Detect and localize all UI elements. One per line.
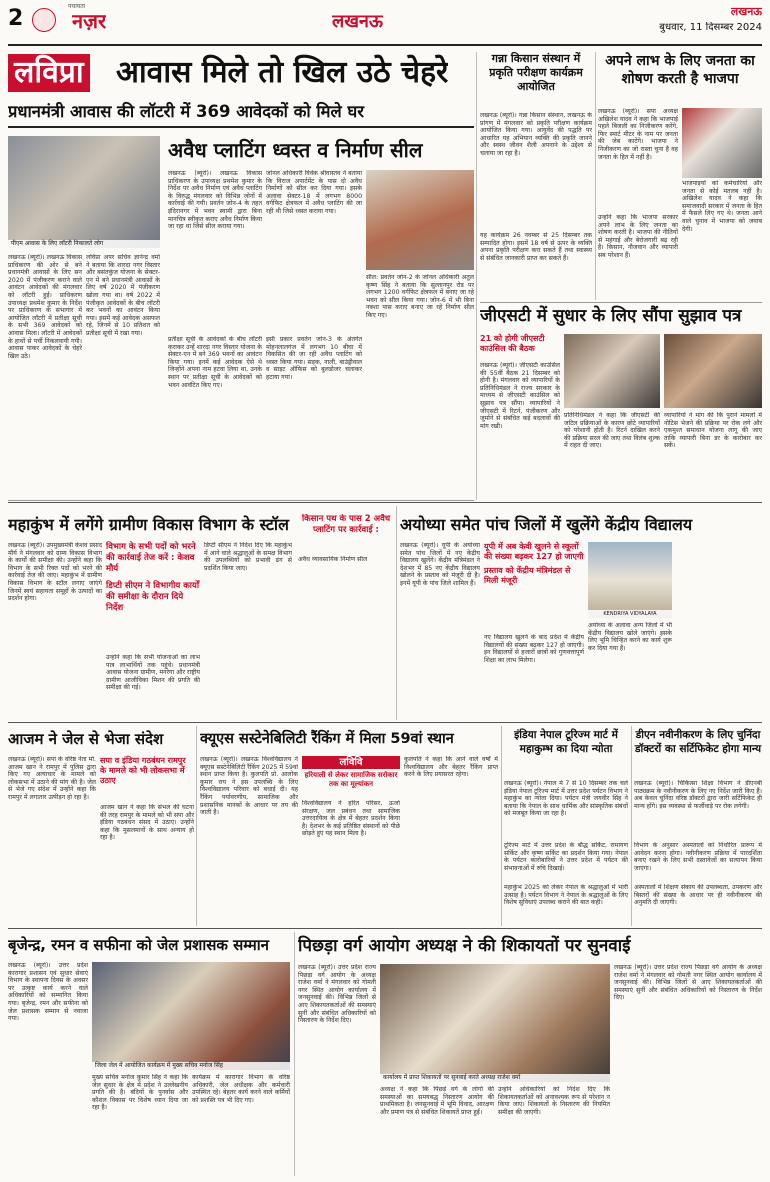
plotting-body-1: लखनऊ (ब्यूरो)। लखनऊ विकास प्राधिकरण के उपाध्यक्ष प्रथमेश कुमार के निर्देश पर अवैध निर्माण एवं अवैध प्लाटिंग के विरुद्ध मंगलवार को विभिन्न जोनों में कार्रवाई की गयी। प्रवर्तन जोन-4 के तहत इंदिरानगर में भवन स्वामी द्वारा बिना मानचित्र स्वीकृत कराए अवैध निर्माण किया जा रहा था जिसे सील कराया गया। — [168, 170, 262, 231]
obc-body-1: लखनऊ (ब्यूरो)। उत्तर प्रदेश राज्य पिछड़ा वर्ग आयोग के अध्यक्ष राजेश वर्मा ने मंगलवार को गोमती नगर स्थित आयोग कार्यालय में जनसुनवाई की। विभिन्न जिलों से आए शिकायतकर्ताओं की समस्याएं सुनीं और संबंधित अधिकारियों को निस्तारण के निर्देश दिए। — [298, 964, 376, 1025]
plotting-body-4: सील: प्रवर्तन जोन-2 के जोनल अधिकारी अतुल कृष्ण सिंह ने बताया कि सुल्तानपुर रोड पर लगभग 1200 वर्गफिट क्षेत्रफल में बनाए जा रहे भवन को सील किया गया। जोन-6 में भी बिना नक्शा पास कराए बनाए जा रहे निर्माण सील किए गए। — [366, 274, 474, 319]
mahakumbh-body-1: लखनऊ (ब्यूरो)। उपमुख्यमंत्री केशव प्रसाद मौर्य ने मंगलवार को ग्राम्य विकास विभाग के कार्यों की समीक्षा की। उन्होंने कहा कि विभाग के सभी रिक्त पदों को भरने की कार्रवाई तेज की जाए। महाकुंभ में ग्रामीण विकास विभाग के स्टॉल लगाए जाएंगे जिनमें स्वयं सहायता समूहों के उत्पादों का प्रदर्शन होगा। — [8, 542, 102, 603]
masthead-rule — [8, 44, 762, 46]
lower-rule — [8, 722, 762, 723]
ranking-tag: लविवि — [302, 756, 400, 769]
sugarcane-body-1: लखनऊ (ब्यूरो)। गन्ना किसान संस्थान, लखनऊ के प्रांगण में मंगलवार को प्रकृति परीक्षण कार्यक्रम आयोजित किया गया। आयुर्वेद की पद्धति पर आधारित यह अभियान व्यक्ति की प्रकृति जानने और स्वस्थ जीवन शैली अपनाने के उद्देश्य से चलाया जा रहा है। — [480, 112, 592, 157]
plotting-body-2: जोनल अधिकारी विवेक श्रीवास्तव ने बताया कि विराज अपार्टमेंट के पास दो अवैध निर्माणों को सील कर दिया गया। इसके अलावा सेक्टर-18 में लगभग 8000 वर्गफिट क्षेत्रफल में अवैध प्लाटिंग की जा रही थी जिसे ध्वस्त कराया गया। — [266, 170, 362, 215]
lead-subhead: प्रधानमंत्री आवास की लॉटरी में 369 आवेदकों को मिले घर — [8, 100, 474, 128]
azam-box — [100, 756, 194, 800]
lead-body-3: प्रतीक्षा सूची के आवेदकों के बीच लॉटरी कराकर उन्हें शारदा नगर विस्तार योजना के सेक्टर-एन में बने 369 भवनों का आवंटन किया गया। इनमें कई आवेदक ऐसे थे जिन्होंने अपना नाम हटवा लिया था, उनके स्थान पर प्रतीक्षा सूची के आवेदकों को भवन आवंटित किए गए। — [168, 336, 262, 389]
mahakumbh-headline: महाकुंभ में लगेंगे ग्रामीण विकास विभाग के स्टॉल — [8, 515, 289, 534]
schools-headline: अयोध्या समेत पांच जिलों में खुलेंगे केंद्रीय विद्यालय — [400, 515, 693, 534]
ranking-headline: क्यूएस सस्टेनेबिलिटी रैंकिंग में मिला 59वां स्थान — [200, 731, 454, 747]
azam-headline: आजम ने जेल से भेजा संदेश — [8, 730, 164, 748]
nepal-body-2: टूरिज्म मार्ट में उत्तर प्रदेश के बौद्ध सर्किट, रामायण सर्किट और कृष्ण सर्किट का प्रदर्शन किया गया। नेपाल के पर्यटन कारोबारियों ने उत्तर प्रदेश में पर्यटन की संभावनाओं में रुचि दिखाई। — [504, 842, 628, 872]
ranking-body-3: कुलपति ने कहा कि आने वाले वर्षों में विश्वविद्यालय और बेहतर रैंकिंग प्राप्त करने के लिए प्रयासरत रहेगा। — [404, 756, 498, 779]
nepal-headline: इंडिया नेपाल टूरिज्म मार्ट में महाकुम्भ का दिया न्योता — [514, 729, 618, 755]
lead-photo-caption: पीएम आवास के लिए लॉटरी निकालते लोग — [8, 240, 160, 248]
kendriya-vidyalaya-caption: KENDRIYA VIDYALAYA — [588, 610, 672, 618]
page-number: 2 — [8, 6, 24, 31]
akhilesh-photo — [682, 108, 762, 178]
bjp-body-2: उन्होंने कहा कि भाजपा सरकार अपने लाभ के लिए जनता का शोषण करती है। भाजपा की नीतियों से महंगाई और बेरोजगारी बढ़ रही है। किसान, नौजवान और व्यापारी सब परेशान हैं। — [598, 214, 678, 259]
mahakumbh-body-2: उन्होंने कहा कि सभी योजनाओं का लाभ पात्र लाभार्थियों तक पहुंचे। प्रधानमंत्री आवास योजना ग्रामीण, मनरेगा और राष्ट्रीय ग्रामीण आजीविका मिशन की प्रगति की समीक्षा की गई। — [106, 654, 200, 692]
lead-body-2: लविप्रा अपर सचिव ज्ञानेन्द्र वर्मा ने बताया कि शारदा नगर विस्तार और बसंतकुंज योजना के सेक्टर-एन में बने प्रधानमंत्री आवासों के लिए वर्ष 2020 में पंजीकरण खोला गया था। वर्ष 2022 में पंजीकृत आवेदकों के बीच लॉटरी कर भवनों का आवंटन किया गया। इसमें कई आवेदक असफल रहे, जिनमें से 10 प्रतिशत को प्रतीक्षा सूची में रखा गया। — [86, 254, 160, 337]
lead-photo — [8, 136, 160, 248]
gst-headline: जीएसटी में सुधार के लिए सौंपा सुझाव पत्र — [480, 306, 742, 326]
mahakumbh-boxes — [106, 542, 200, 650]
lead-headline-tag: लविप्रा — [8, 54, 90, 92]
dnb-body-2: विभाग के अनुसार अस्पतालों को निर्धारित प्रारूप में आवेदन करना होगा। नवीनीकरण प्रक्रिया में पारदर्शिता बनाए रखने के लिए सभी दस्तावेजों का सत्यापन किया जाएगा। — [634, 842, 762, 872]
jail-photo-caption: जिला जेल में आयोजित कार्यक्रम में मुख्य सचिव मनोज सिंह — [92, 1062, 290, 1070]
gst-body-2: प्रतिनिधिमंडल ने कहा कि जीएसटी की जटिल प्रक्रियाओं के कारण छोटे व्यापारियों को परेशानी होती है। रिटर्न दाखिल करने की प्रक्रिया सरल की जाए तथा विलंब शुल्क में राहत दी जाए। — [564, 412, 660, 450]
jail-body-3: कार्यक्रम में कारागार विभाग के वरिष्ठ अधिकारी, जेल अधीक्षक और कर्मचारी उपस्थित रहे। बेहतर कार्य करने वाले कर्मियों को प्रशस्ति पत्र भी दिए गए। — [192, 1074, 290, 1104]
kendriya-vidyalaya-photo — [588, 542, 672, 618]
dnb-headline: डीएन नवीनीकरण के लिए चुनिंदा डॉक्टरों का सर्टिफिकेट होगा मान्य — [634, 729, 762, 755]
azam-body-1: लखनऊ (ब्यूरो)। सपा के वरिष्ठ नेता मो. आजम खान ने रामपुर में पुलिस द्वारा किए गए अत्याचार के मामले को लोकसभा में उठाने की मांग की है। जेल से भेजे गए संदेश में उन्होंने कहा कि रामपुर में लगातार उत्पीड़न हो रहा है। — [8, 756, 96, 801]
section-divider — [8, 500, 474, 501]
sugarcane-body-2: यह कार्यक्रम 26 नवम्बर से 25 दिसम्बर तक सम्पादित होगा। इसमें 18 वर्ष से ऊपर के व्यक्ति अपना प्रकृति परीक्षण करा सकते हैं तथा स्वास्थ्य से संबंधित जानकारी प्राप्त कर सकते हैं। — [480, 232, 592, 262]
gst-photo-2 — [664, 334, 762, 408]
schools-box-2: प्रस्ताव को केंद्रीय मंत्रिमंडल से मिली मंजूरी — [484, 566, 571, 585]
col-rule-4 — [196, 726, 197, 926]
dnb-body-3: अस्पतालों में शिक्षण संकाय की उपलब्धता, उपकरण और बिस्तरों की संख्या के आधार पर ही नवीनीकरण की अनुमति दी जाएगी। — [634, 884, 762, 907]
mahakumbh-body-3: डिप्टी सीएम ने निर्देश दिए कि महाकुंभ में आने वाले श्रद्धालुओं के समक्ष विभाग की उपलब्धियों को प्रभावी ढंग से प्रदर्शित किया जाए। — [204, 542, 292, 572]
demolition-photo — [366, 170, 474, 270]
dnb-body-1: लखनऊ (ब्यूरो)। चिकित्सा शिक्षा विभाग ने डीएनबी पाठ्यक्रम के नवीनीकरण के लिए नए निर्देश जारी किए हैं। अब केवल चुनिंदा वरिष्ठ डॉक्टरों द्वारा जारी सर्टिफिकेट ही मान्य होंगे। इस व्यवस्था से फर्जीवाड़े पर रोक लगेगी। — [634, 780, 762, 810]
plotting-body-3: इसी प्रकार प्रवर्तन जोन-3 के अंतर्गत मोहनलालगंज में लगभग 10 बीघा में विकसित की जा रही अवैध प्लाटिंग को ध्वस्त किया गया। सड़क, नाली, बाउंड्रीवाल व साइट ऑफिस को बुलडोजर चलाकर हटाया गया। — [266, 336, 362, 381]
col-rule-7 — [294, 932, 295, 1176]
jail-body-2: मुख्य सचिव मनोज कुमार सिंह ने कहा कि जेल सुधार के क्षेत्र में प्रदेश ने उल्लेखनीय प्रगति की है। बंदियों के पुनर्वास और कौशल विकास पर विशेष ध्यान दिया जा रहा है। — [92, 1074, 188, 1112]
plotting-sub-note — [298, 514, 394, 554]
lead-headline — [8, 52, 474, 96]
col-rule-3 — [396, 506, 397, 720]
mid-rule — [8, 502, 762, 503]
obc-body-3: उन्होंने अधिकारियों को निर्देश दिए कि शिकायतकर्ताओं को अनावश्यक रूप से परेशान न किया जाए। शिकायतों के निस्तारण की नियमित समीक्षा की जाएगी। — [498, 1086, 610, 1116]
section-title: लखनऊ — [332, 12, 384, 32]
mahakumbh-box-2: डिप्टी सीएम ने विभागीय कार्यों की समीक्षा के दौरान दिये निर्देश — [106, 581, 200, 613]
lead-body-1: लखनऊ (ब्यूरो)। लखनऊ विकास प्राधिकरण की ओर से बने प्रधानमंत्री आवासों के लिए सन 2020 में पंजीकरण कराने वाले आवंटन आवेदकों की मंगलवार को लॉटरी हुई। प्राधिकरण उपाध्यक्ष प्रथमेश कुमार के निर्देश पर प्राधिकरण के सभागार में आयोजित लॉटरी में प्रतीक्षा सूची के सभी 369 आवेदकों को आवास मिला। लॉटरी में आवेदकों के हाथों से पर्ची निकलवायी गयी। आवास पाकर आवेदकों के चेहरे खिल उठे। — [8, 254, 82, 360]
plotting-headline: अवैध प्लाटिंग ध्वस्त व निर्माण सील — [168, 138, 423, 162]
brand-name: नज़र — [72, 10, 107, 33]
divider-gst — [480, 302, 762, 303]
azam-body-2: आजम खान ने कहा कि संभल की घटना की तरह रामपुर के मामले को भी सपा और इंडिया गठबंधन संसद में उठाए। उन्होंने कहा कि मुसलमानों के साथ अन्याय हो रहा है। — [100, 804, 194, 842]
nepal-body-3: महाकुंभ 2025 को लेकर नेपाल के श्रद्धालुओं में भारी उत्साह है। पर्यटन विभाग ने नेपाल के श्रद्धालुओं के लिए विशेष सुविधाएं उपलब्ध कराने की बात कही। — [504, 884, 628, 907]
obc-photo — [380, 964, 610, 1082]
nepal-body-1: लखनऊ (ब्यूरो)। नेपाल में 7 से 10 दिसम्बर तक चले इंडिया नेपाल टूरिज्म मार्ट में उत्तर प्रदेश पर्यटन विभाग ने महाकुंभ का न्योता दिया। पर्यटन मंत्री जयवीर सिंह ने बताया कि नेपाल के साथ धार्मिक और सांस्कृतिक संबंधों को मजबूत किया जा रहा है। — [504, 780, 628, 818]
plotting-subhead-2: अवैध व्यावसायिक निर्माण सील — [298, 556, 368, 563]
bottom-rule — [8, 928, 762, 929]
jail-headline: बृजेन्द्र, रमन व सफीना को जेल प्रशासक सम्मान — [8, 936, 269, 954]
ranking-body-1: लखनऊ (ब्यूरो)। लखनऊ विश्वविद्यालय ने क्यूएस सस्टेनेबिलिटी रैंकिंग 2025 में 59वां स्थान प्राप्त किया है। कुलपति प्रो. आलोक कुमार राय ने इस उपलब्धि के लिए विश्वविद्यालय परिवार को बधाई दी। यह रैंकिंग पर्यावरणीय, सामाजिक और प्रशासनिक मानकों के आधार पर तय की जाती है। — [200, 756, 298, 817]
mahakumbh-box-1: विभाग के सभी पदों को भरने की कार्रवाई तेज करें : केशव मौर्य — [106, 542, 196, 574]
col-rule-5 — [501, 726, 502, 926]
edition-city: लखनऊ — [730, 6, 762, 18]
obc-headline: पिछड़ा वर्ग आयोग अध्यक्ष ने की शिकायतों पर सुनवाई — [298, 936, 631, 956]
obc-body-2: अध्यक्ष ने कहा कि पिछड़े वर्ग के लोगों की समस्याओं का समयबद्ध निस्तारण आयोग की प्राथमिकता है। जनसुनवाई में भूमि विवाद, आरक्षण और प्रमाण पत्र से संबंधित शिकायतें प्राप्त हुईं। — [380, 1086, 494, 1116]
azam-box-1: सपा व इंडिया गठबंधन रामपुर के मामले को भी लोकसभा में उठाए — [100, 756, 186, 785]
bjp-headline: अपने लाभ के लिए जनता का शोषण करती है भाजपा — [605, 53, 755, 87]
schools-body-2: नए विद्यालय खुलने के बाद प्रदेश में केंद्रीय विद्यालयों की संख्या बढ़कर 127 हो जाएगी। इन विद्यालयों से हजारों छात्रों को गुणवत्तापूर्ण शिक्षा का लाभ मिलेगा। — [484, 634, 584, 664]
schools-box-1: यूपी में अब केवी खुलने से स्कूलों की संख्या बढ़कर 127 हो जाएगी — [484, 542, 584, 561]
gst-body-1: लखनऊ (ब्यूरो)। जीएसटी काउंसिल की 55वीं बैठक 21 दिसम्बर को होनी है। मंगलवार को व्यापारियों के प्रतिनिधिमंडल ने राज्य सरकार के माध्यम से जीएसटी काउंसिल को सुझाव पत्र सौंपा। व्यापारियों ने जीएसटी में रिटर्न, पंजीकरण और जुर्माने से संबंधित कई बदलावों की मांग रखी। — [480, 362, 560, 430]
plotting-subhead-1: किसान पथ के पास 2 अवैध प्लाटिंग पर कार्रवाई : — [301, 514, 391, 535]
col-rule-6 — [631, 726, 632, 926]
masthead — [8, 4, 762, 40]
sugarcane-headline: गन्ना किसान संस्थान में प्रकृति परीक्षण कार्यक्रम आयोजित — [489, 52, 583, 93]
schools-body-1: लखनऊ (ब्यूरो)। यूपी के अयोध्या समेत पांच जिलों में नए केंद्रीय विद्यालय खुलेंगे। केंद्रीय मंत्रिमंडल ने देशभर में 85 नए केंद्रीय विद्यालय खोलने के प्रस्ताव को मंजूरी दी है। इनमें यूपी के पांच जिले शामिल हैं। — [400, 542, 480, 587]
obc-photo-caption: कार्यालय में प्राप्त शिकायतों पर सुनवाई करते अध्यक्ष राजेश वर्मा — [380, 1074, 610, 1082]
gst-photo-1 — [564, 334, 660, 408]
bjp-body-1: लखनऊ (ब्यूरो)। सपा अध्यक्ष अखिलेश यादव ने कहा कि भाजपाई पहले बिजली का निजीकरण करेंगे, फिर स्मार्ट मीटर के नाम पर जनता की जेब काटेंगे। भाजपा ने निजीकरण का जो रास्ता चुना है वह जनता के हित में नहीं है। — [598, 108, 678, 161]
gst-bullet-text: 21 को होगी जीएसटी काउंसिल की बैठक — [480, 334, 545, 353]
gst-bullet — [480, 334, 560, 358]
schools-boxes — [484, 542, 584, 630]
col-rule-2 — [595, 52, 596, 300]
logo-emblem-icon — [32, 8, 56, 32]
col-rule-1 — [476, 52, 477, 500]
jail-photo — [92, 962, 290, 1070]
bjp-body-3: भाजपाइयों को कर्मचारियों और जनता से कोई मतलब नहीं है। अखिलेश यादव ने कहा कि समाजवादी सरकार में जनता के हित में फैसले लिए गए थे। जनता आने वाले चुनाव में भाजपा को जवाब देगी। — [682, 180, 762, 233]
lead-headline-text: आवास मिले तो खिल उठे चेहरे — [116, 55, 449, 90]
brand-top: पंचायती — [68, 4, 86, 10]
gst-body-3: व्यापारियों ने मांग की कि पुराने मामलों में नोटिस भेजने की प्रक्रिया पर रोक लगे और एकमुश्त समाधान योजना लागू की जाए ताकि व्यापारी बिना डर के कारोबार कर सकें। — [664, 412, 762, 450]
jail-body-1: लखनऊ (ब्यूरो)। उत्तर प्रदेश कारागार प्रशासन एवं सुधार सेवाएं विभाग के स्थापना दिवस के अवसर पर उत्कृष्ट कार्य करने वाले अधिकारियों को सम्मानित किया गया। बृजेन्द्र, रमन और सफीना को जेल प्रशासक सम्मान से नवाजा गया। — [8, 962, 88, 1023]
ranking-tag-box — [302, 756, 400, 796]
ranking-body-2: विश्वविद्यालय ने हरित परिसर, ऊर्जा संरक्षण, जल प्रबंधन तथा सामाजिक उत्तरदायित्व के क्षेत्र में बेहतर प्रदर्शन किया है। देशभर के कई प्रतिष्ठित संस्थानों को पीछे छोड़ते हुए यह स्थान मिला है। — [302, 800, 400, 838]
edition-date: बुधवार, 11 दिसम्बर 2024 — [659, 22, 762, 33]
obc-body-extra: लखनऊ (ब्यूरो)। उत्तर प्रदेश राज्य पिछड़ा वर्ग आयोग के अध्यक्ष राजेश वर्मा ने मंगलवार को गोमती नगर स्थित आयोग कार्यालय में जनसुनवाई की। विभिन्न जिलों से आए शिकायतकर्ताओं की समस्याएं सुनीं और संबंधित अधिकारियों को निस्तारण के निर्देश दिए। — [614, 964, 762, 1002]
ranking-subhead: हरियाली से लेकर सामाजिक सरोकार तक का मूल्यांकन — [304, 771, 398, 788]
schools-body-3: अयोध्या के अलावा अन्य जिलों में भी केंद्रीय विद्यालय खोले जाएंगे। इसके लिए भूमि चिन्हित करने का कार्य शुरू कर दिया गया है। — [588, 622, 672, 652]
